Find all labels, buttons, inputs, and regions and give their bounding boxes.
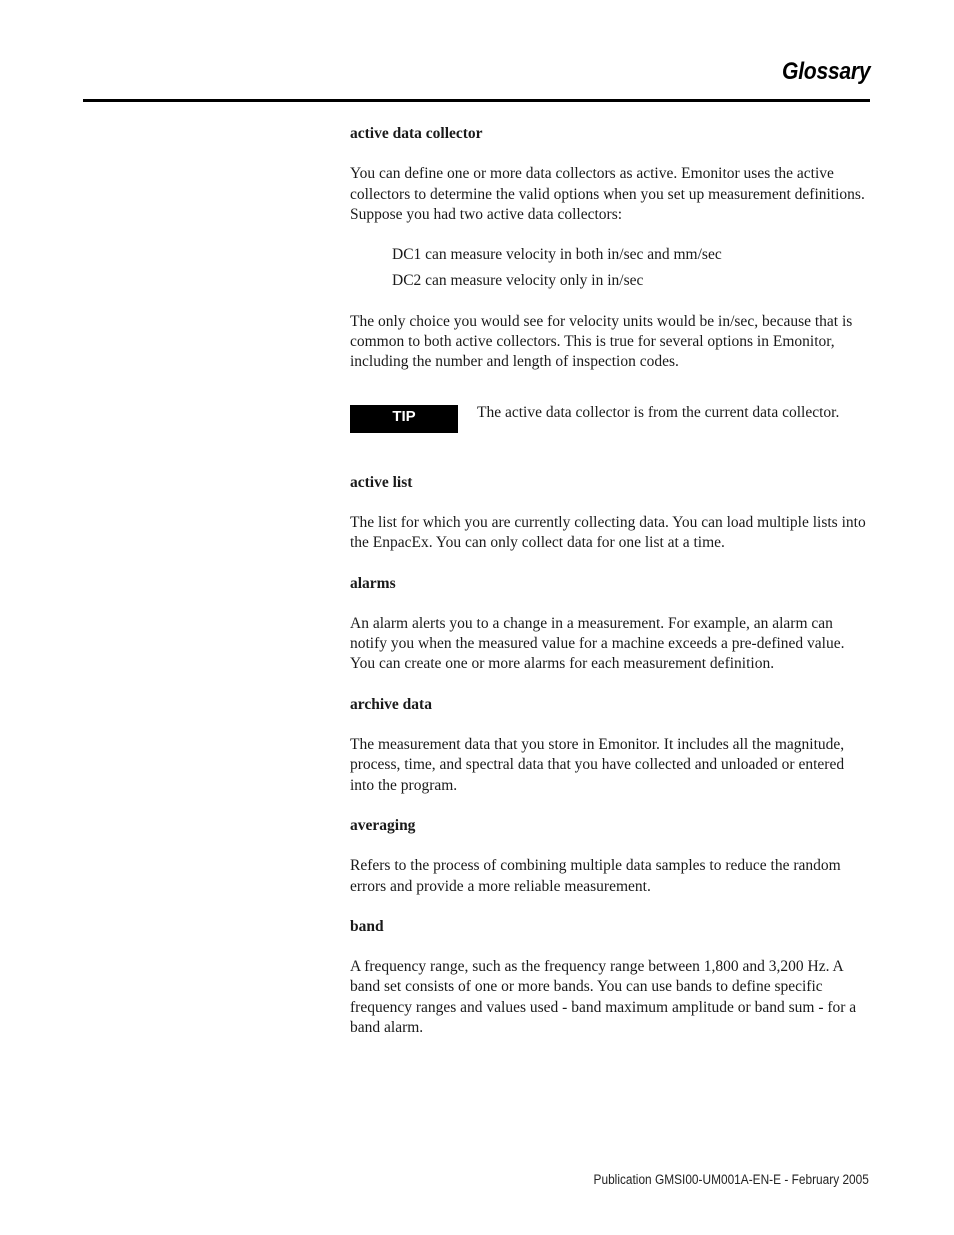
definition-alarms: An alarm alerts you to a change in a measurement. For example, an alarm can notify you when the measured value for a machine exceeds a pre-defined value. You can create one or more alarms for each measurement definition.	[350, 614, 845, 673]
header-rule	[83, 99, 870, 102]
term-active-list: active list	[350, 473, 413, 491]
definition-active-data-collector-2: The only choice you would see for velocity units would be in/sec, because that is common to both active collectors. This is true for several options in Emonitor, including the number and length of inspection codes.	[350, 312, 853, 371]
definition-archive-data: The measurement data that you store in Emonitor. It includes all the magnitude, process, time, and spectral data that you have collected and unloaded or entered into the program.	[350, 736, 845, 794]
definition-averaging: Refers to the process of combining multiple data samples to reduce the random errors and provide a more reliable measurement.	[350, 857, 841, 895]
term-active-data-collector: active data collector	[350, 125, 483, 142]
list-item: DC1 can measure velocity in both in/sec and mm/sec	[392, 246, 722, 264]
tip-callout	[350, 403, 872, 433]
term-alarms: alarms	[350, 574, 396, 592]
definition-band: A frequency range, such as the frequency range between 1,800 and 3,200 Hz. A band set consists of one or more bands. You can use bands to define specific frequency ranges and values used - band maximum amplitude or band sum - for a band alarm.	[350, 958, 857, 1037]
tip-text: The active data collector is from the current data collector.	[477, 403, 840, 421]
glossary-content	[350, 124, 872, 1038]
term-band: band	[350, 917, 384, 935]
publication-footer: Publication GMSI00-UM001A-EN-E - February 2005	[593, 1172, 869, 1187]
term-averaging: averaging	[350, 816, 416, 834]
page-title: Glossary	[781, 58, 870, 85]
list-item: DC2 can measure velocity only in in/sec	[392, 272, 644, 290]
definition-active-list: The list for which you are currently collecting data. You can load multiple lists into the EnpacEx. You can only collect data for one list at a time.	[350, 513, 866, 552]
tip-label: TIP	[350, 405, 458, 433]
definition-active-data-collector: You can define one or more data collectors as active. Emonitor uses the active collectors to determine the valid options when you set up measurement definitions. Suppose you had two active data collectors:	[350, 165, 865, 223]
term-archive-data: archive data	[350, 695, 432, 713]
